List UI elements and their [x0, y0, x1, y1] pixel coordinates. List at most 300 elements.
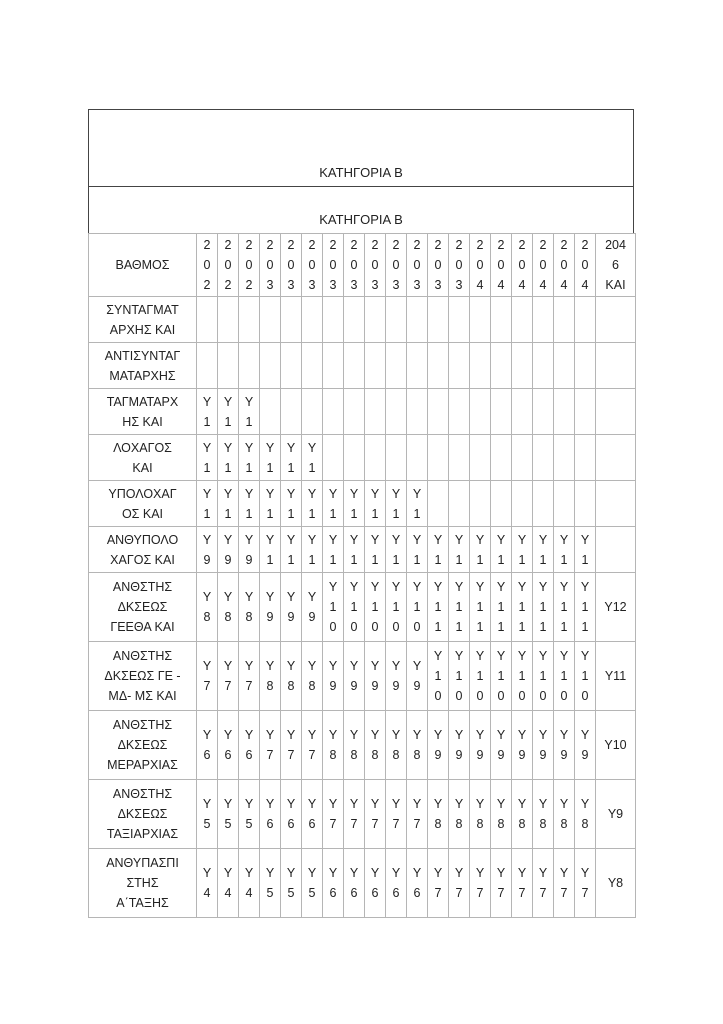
grade-cell	[239, 573, 260, 642]
rank-label-text: ΤΑΓΜΑΤΑΡΧ ΗΣ ΚΑΙ	[106, 394, 179, 429]
grade-cell	[239, 343, 260, 389]
grade-cell-text: Υ 1	[517, 532, 527, 567]
grade-cell	[365, 849, 386, 918]
year-header-text: 2 0 3	[371, 238, 379, 292]
grade-cell	[239, 527, 260, 573]
rank-label	[89, 527, 197, 573]
grade-cell-text: Υ 8	[286, 659, 296, 693]
grade-cell	[365, 780, 386, 849]
grade-cell	[218, 389, 239, 435]
grade-cell	[344, 527, 365, 573]
grade-cell	[554, 435, 575, 481]
grade-cell	[386, 389, 407, 435]
year-header	[386, 234, 407, 297]
category-title-top: ΚΑΤΗΓΟΡΙΑ Β	[319, 165, 403, 180]
grade-cell	[302, 527, 323, 573]
year-header-text: 2 0 2	[245, 238, 253, 292]
grade-cell	[302, 780, 323, 849]
rank-label-text: ΑΝΘΥΠΟΛΟ ΧΑΓΟΣ ΚΑΙ	[106, 532, 179, 567]
grade-cell-text: Υ 8	[265, 659, 275, 693]
grade-cell-text: Υ 7	[328, 797, 338, 831]
grade-cell	[575, 849, 596, 918]
grade-cell-text: Υ 8	[538, 797, 548, 831]
year-header	[365, 234, 386, 297]
grade-cell-text: Υ 1	[412, 532, 422, 567]
grade-cell	[491, 711, 512, 780]
grade-cell-text: Υ 1 0	[412, 580, 422, 634]
grade-cell	[449, 849, 470, 918]
grade-cell-text: Υ 6	[244, 728, 254, 762]
grade-cell-text: Υ 7	[370, 797, 380, 831]
grade-cell-text: Υ 1	[496, 532, 506, 567]
grade-cell	[533, 780, 554, 849]
grade-cell-text: Υ 9	[496, 728, 506, 762]
grade-cell	[344, 435, 365, 481]
year-header-text: 2 0 2	[224, 238, 232, 292]
grade-cell	[428, 573, 449, 642]
year-header	[407, 234, 428, 297]
grade-cell	[197, 527, 218, 573]
rank-label	[89, 435, 197, 481]
grade-cell	[302, 849, 323, 918]
grade-cell-text: Υ 1	[370, 486, 380, 521]
grade-cell-text: Υ 5	[244, 797, 254, 831]
year-header-text: 2 0 3	[434, 238, 442, 292]
grade-cell-text: Υ 1	[475, 532, 485, 567]
grade-cell-text: Υ 1 1	[538, 580, 548, 634]
grade-cell	[575, 389, 596, 435]
table-row	[89, 642, 636, 711]
grade-cell	[302, 573, 323, 642]
grade-cell	[407, 711, 428, 780]
grade-cell-text: Υ 7	[307, 728, 317, 762]
document-sheet	[88, 109, 634, 918]
title-box-table	[88, 186, 634, 233]
grade-cell	[218, 642, 239, 711]
grade-cell	[323, 527, 344, 573]
grade-cell	[260, 642, 281, 711]
grade-cell-text: Υ 9	[265, 590, 275, 624]
grade-cell	[470, 481, 491, 527]
grade-cell	[218, 435, 239, 481]
grade-cell	[554, 573, 575, 642]
rank-label-text: ΑΝΤΙΣΥΝΤΑΓ ΜΑΤΑΡΧΗΣ	[104, 348, 181, 383]
grade-cell-text: Υ 6	[391, 866, 401, 900]
grade-cell	[302, 481, 323, 527]
grade-cell-text: Υ 6	[286, 797, 296, 831]
grade-cell-text: Υ 8	[454, 797, 464, 831]
grade-cell-text: Υ 5	[286, 866, 296, 900]
grade-cell-text: Υ 1 0	[559, 649, 569, 703]
grade-cell-text: Υ 5	[307, 866, 317, 900]
grade-cell-text: Υ 1 0	[496, 649, 506, 703]
grade-cell-text: Υ 9	[286, 590, 296, 624]
grade-cell-text: Υ 9	[580, 728, 590, 762]
grade-cell-text: Υ 1 0	[475, 649, 485, 703]
grade-cell	[554, 849, 575, 918]
grade-cell	[470, 780, 491, 849]
grade-cell	[302, 343, 323, 389]
grade-cell-text: Υ 1	[202, 440, 212, 475]
grade-cell	[323, 780, 344, 849]
grade-cell	[491, 481, 512, 527]
grade-cell	[407, 435, 428, 481]
grade-cell-text: Υ 9	[244, 532, 254, 567]
grade-cell-text: Υ 1	[370, 532, 380, 567]
grade-cell	[260, 481, 281, 527]
grade-cell	[491, 780, 512, 849]
grade-cell	[575, 343, 596, 389]
grade-cell	[218, 343, 239, 389]
grade-cell	[197, 343, 218, 389]
grade-cell	[533, 849, 554, 918]
grade-cell	[512, 849, 533, 918]
grade-cell-text: Υ 1	[223, 394, 233, 429]
year-header-text: 2 0 3	[287, 238, 295, 292]
year-header	[491, 234, 512, 297]
grade-cell-text: Υ 9	[517, 728, 527, 762]
grade-cell-text: Υ 1	[244, 394, 254, 429]
grade-cell	[491, 642, 512, 711]
grade-cell-text: Υ 1	[265, 440, 275, 475]
year-header-last-text: 204 6 ΚΑΙ	[605, 238, 626, 292]
table-row	[89, 435, 636, 481]
grade-cell-text: Υ 7	[391, 797, 401, 831]
grade-cell-text: Υ 7	[538, 866, 548, 900]
rank-schedule-table	[88, 233, 636, 918]
grade-cell-text: Υ 8	[202, 590, 212, 624]
grade-cell	[491, 389, 512, 435]
grade-cell-text: Υ 1	[349, 486, 359, 521]
grade-cell	[281, 573, 302, 642]
grade-cell	[365, 435, 386, 481]
year-header	[449, 234, 470, 297]
grade-cell	[281, 711, 302, 780]
grade-cell	[323, 849, 344, 918]
grade-cell	[218, 711, 239, 780]
year-header-text: 2 0 3	[413, 238, 421, 292]
grade-cell	[512, 343, 533, 389]
grade-cell	[302, 711, 323, 780]
grade-cell-last	[596, 343, 636, 389]
rank-label	[89, 780, 197, 849]
grade-cell	[386, 435, 407, 481]
grade-cell-text: Υ 1	[223, 440, 233, 475]
grade-cell	[260, 435, 281, 481]
grade-cell-text: Υ 9	[370, 659, 380, 693]
year-header	[302, 234, 323, 297]
grade-cell	[575, 642, 596, 711]
grade-cell-text: Υ 9	[202, 532, 212, 567]
grade-cell-last-text: Υ12	[604, 599, 627, 614]
grade-cell	[449, 527, 470, 573]
grade-cell	[281, 642, 302, 711]
grade-cell	[407, 780, 428, 849]
grade-cell	[554, 642, 575, 711]
rank-label-text: ΑΝΘΣΤΗΣ ΔΚΣΕΩΣ ΓΕΕΘΑ ΚΑΙ	[110, 580, 175, 634]
grade-cell-text: Υ 8	[244, 590, 254, 624]
grade-cell	[533, 642, 554, 711]
grade-cell	[533, 343, 554, 389]
title-box-top	[88, 109, 634, 186]
year-header-last	[596, 234, 636, 297]
year-header-text: 2 0 4	[560, 238, 568, 292]
grade-cell-text: Υ 7	[433, 866, 443, 900]
grade-cell-text: Υ 1	[286, 486, 296, 521]
grade-cell	[428, 389, 449, 435]
grade-cell-text: Υ 6	[265, 797, 275, 831]
grade-cell	[239, 711, 260, 780]
grade-cell-text: Υ 7	[265, 728, 275, 762]
grade-cell-last	[596, 389, 636, 435]
grade-cell-last	[596, 642, 636, 711]
grade-cell-text: Υ 1	[244, 440, 254, 475]
table-row	[89, 527, 636, 573]
grade-cell	[428, 481, 449, 527]
grade-cell-last	[596, 780, 636, 849]
grade-cell-last	[596, 297, 636, 343]
grade-cell-text: Υ 4	[202, 866, 212, 900]
grade-cell-text: Υ 1	[328, 486, 338, 521]
year-header-text: 2 0 3	[266, 238, 274, 292]
grade-cell-text: Υ 7	[412, 797, 422, 831]
year-header	[281, 234, 302, 297]
grade-cell	[575, 435, 596, 481]
grade-cell-text: Υ 8	[391, 728, 401, 762]
grade-cell	[344, 389, 365, 435]
grade-cell	[218, 573, 239, 642]
grade-cell-text: Υ 1 0	[391, 580, 401, 634]
grade-cell	[302, 297, 323, 343]
grade-cell	[449, 297, 470, 343]
rank-label	[89, 849, 197, 918]
grade-cell-text: Υ 1	[265, 486, 275, 521]
year-header	[554, 234, 575, 297]
grade-cell-text: Υ 1	[244, 486, 254, 521]
grade-cell-text: Υ 6	[412, 866, 422, 900]
grade-cell-text: Υ 1	[349, 532, 359, 567]
year-header-text: 2 0 3	[350, 238, 358, 292]
grade-cell	[512, 481, 533, 527]
grade-cell-text: Υ 8	[328, 728, 338, 762]
grade-cell	[470, 297, 491, 343]
grade-cell	[260, 297, 281, 343]
grade-cell-text: Υ 1 1	[433, 580, 443, 634]
grade-cell	[533, 527, 554, 573]
grade-cell	[197, 573, 218, 642]
rank-label	[89, 573, 197, 642]
grade-cell-text: Υ 1 0	[349, 580, 359, 634]
grade-cell	[491, 849, 512, 918]
grade-cell	[491, 527, 512, 573]
grade-cell-text: Υ 1 0	[370, 580, 380, 634]
grade-cell	[302, 389, 323, 435]
grade-cell	[512, 780, 533, 849]
grade-cell-text: Υ 4	[244, 866, 254, 900]
rank-label-text: ΛΟΧΑΓΟΣ ΚΑΙ	[113, 440, 172, 475]
grade-cell	[260, 780, 281, 849]
grade-cell	[407, 389, 428, 435]
grade-cell	[323, 389, 344, 435]
grade-cell	[470, 849, 491, 918]
grade-cell-text: Υ 9	[328, 659, 338, 693]
grade-cell	[407, 343, 428, 389]
year-header-text: 2 0 3	[329, 238, 337, 292]
grade-cell-text: Υ 1 0	[517, 649, 527, 703]
grade-cell-text: Υ 8	[223, 590, 233, 624]
grade-cell	[365, 711, 386, 780]
grade-cell	[512, 573, 533, 642]
grade-cell	[365, 527, 386, 573]
grade-cell	[512, 527, 533, 573]
grade-cell	[323, 481, 344, 527]
grade-cell-text: Υ 1 0	[454, 649, 464, 703]
grade-cell	[428, 343, 449, 389]
grade-cell-text: Υ 5	[265, 866, 275, 900]
grade-cell	[386, 527, 407, 573]
header-row	[89, 234, 636, 297]
grade-cell	[365, 573, 386, 642]
grade-cell-text: Υ 1 1	[559, 580, 569, 634]
grade-cell-text: Υ 5	[202, 797, 212, 831]
grade-cell-last	[596, 849, 636, 918]
grade-cell-text: Υ 1 1	[475, 580, 485, 634]
grade-cell-text: Υ 1	[538, 532, 548, 567]
grade-cell-text: Υ 1 1	[580, 580, 590, 634]
grade-cell	[323, 435, 344, 481]
grade-cell	[407, 849, 428, 918]
grade-cell	[386, 343, 407, 389]
grade-cell	[533, 435, 554, 481]
rank-label-text: ΣΥΝΤΑΓΜΑΤ ΑΡΧΗΣ ΚΑΙ	[106, 302, 179, 337]
grade-cell	[554, 481, 575, 527]
grade-cell	[239, 435, 260, 481]
grade-cell-text: Υ 1	[202, 486, 212, 521]
grade-cell-text: Υ 9	[412, 659, 422, 693]
grade-cell	[575, 527, 596, 573]
grade-cell	[470, 389, 491, 435]
grade-cell-text: Υ 1 0	[538, 649, 548, 703]
grade-cell-text: Υ 9	[538, 728, 548, 762]
grade-cell	[428, 780, 449, 849]
grade-cell-text: Υ 1	[307, 440, 317, 475]
grade-cell-text: Υ 8	[307, 659, 317, 693]
grade-cell-text: Υ 7	[202, 659, 212, 693]
grade-cell	[491, 435, 512, 481]
grade-cell-text: Υ 9	[475, 728, 485, 762]
grade-cell	[449, 481, 470, 527]
grade-cell-text: Υ 1	[265, 532, 275, 567]
year-header-text: 2 0 3	[392, 238, 400, 292]
grade-cell-last-text: Υ10	[604, 737, 627, 752]
grade-cell-text: Υ 1	[454, 532, 464, 567]
grade-cell-last	[596, 481, 636, 527]
grade-cell	[386, 711, 407, 780]
year-header-text: 2 0 2	[203, 238, 211, 292]
grade-cell	[281, 435, 302, 481]
grade-cell-text: Υ 1	[559, 532, 569, 567]
grade-cell	[470, 527, 491, 573]
grade-cell-text: Υ 8	[349, 728, 359, 762]
grade-cell-text: Υ 8	[496, 797, 506, 831]
year-header-text: 2 0 3	[455, 238, 463, 292]
grade-cell-text: Υ 1	[286, 440, 296, 475]
grade-cell-last-text: Υ8	[607, 875, 624, 890]
rank-label	[89, 481, 197, 527]
grade-cell-text: Υ 9	[559, 728, 569, 762]
grade-cell-text: Υ 7	[517, 866, 527, 900]
grade-cell-text: Υ 7	[559, 866, 569, 900]
year-header	[470, 234, 491, 297]
grade-cell	[260, 343, 281, 389]
grade-cell-text: Υ 8	[559, 797, 569, 831]
year-header-text: 2 0 4	[581, 238, 589, 292]
grade-cell-text: Υ 1	[412, 486, 422, 521]
grade-cell-last	[596, 435, 636, 481]
grade-cell	[512, 435, 533, 481]
grade-cell	[491, 297, 512, 343]
grade-cell-text: Υ 6	[307, 797, 317, 831]
grade-cell	[428, 642, 449, 711]
rank-label	[89, 711, 197, 780]
grade-cell-text: Υ 9	[433, 728, 443, 762]
table-row	[89, 711, 636, 780]
grade-cell-text: Υ 8	[433, 797, 443, 831]
grade-cell	[218, 849, 239, 918]
grade-cell-text: Υ 1 0	[433, 649, 443, 703]
grade-cell	[449, 642, 470, 711]
grade-cell	[239, 780, 260, 849]
grade-cell-text: Υ 4	[223, 866, 233, 900]
grade-cell	[512, 711, 533, 780]
grade-cell	[365, 297, 386, 343]
grade-cell	[470, 711, 491, 780]
grade-cell-text: Υ 8	[517, 797, 527, 831]
year-header-text: 2 0 4	[539, 238, 547, 292]
rank-label	[89, 343, 197, 389]
grade-cell	[344, 297, 365, 343]
grade-cell	[365, 343, 386, 389]
grade-cell-text: Υ 6	[349, 866, 359, 900]
table-row	[89, 297, 636, 343]
grade-cell	[197, 297, 218, 343]
grade-cell-text: Υ 1	[433, 532, 443, 567]
grade-cell-text: Υ 7	[475, 866, 485, 900]
rank-label-text: ΑΝΘΣΤΗΣ ΔΚΣΕΩΣ ΤΑΞΙΑΡΧΙΑΣ	[106, 787, 179, 841]
grade-cell	[260, 573, 281, 642]
grade-cell	[239, 849, 260, 918]
grade-cell	[386, 849, 407, 918]
grade-cell	[533, 481, 554, 527]
grade-cell	[470, 435, 491, 481]
grade-cell	[554, 527, 575, 573]
grade-cell	[323, 642, 344, 711]
grade-cell	[512, 297, 533, 343]
year-header	[218, 234, 239, 297]
grade-cell-text: Υ 1	[223, 486, 233, 521]
table-row	[89, 481, 636, 527]
grade-cell	[470, 573, 491, 642]
table-row	[89, 389, 636, 435]
grade-cell	[491, 573, 512, 642]
grade-cell-last-text: Υ9	[607, 806, 624, 821]
grade-cell	[554, 389, 575, 435]
year-header	[239, 234, 260, 297]
grade-cell	[281, 343, 302, 389]
table-row	[89, 849, 636, 918]
grade-cell	[218, 481, 239, 527]
grade-cell-text: Υ 8	[580, 797, 590, 831]
